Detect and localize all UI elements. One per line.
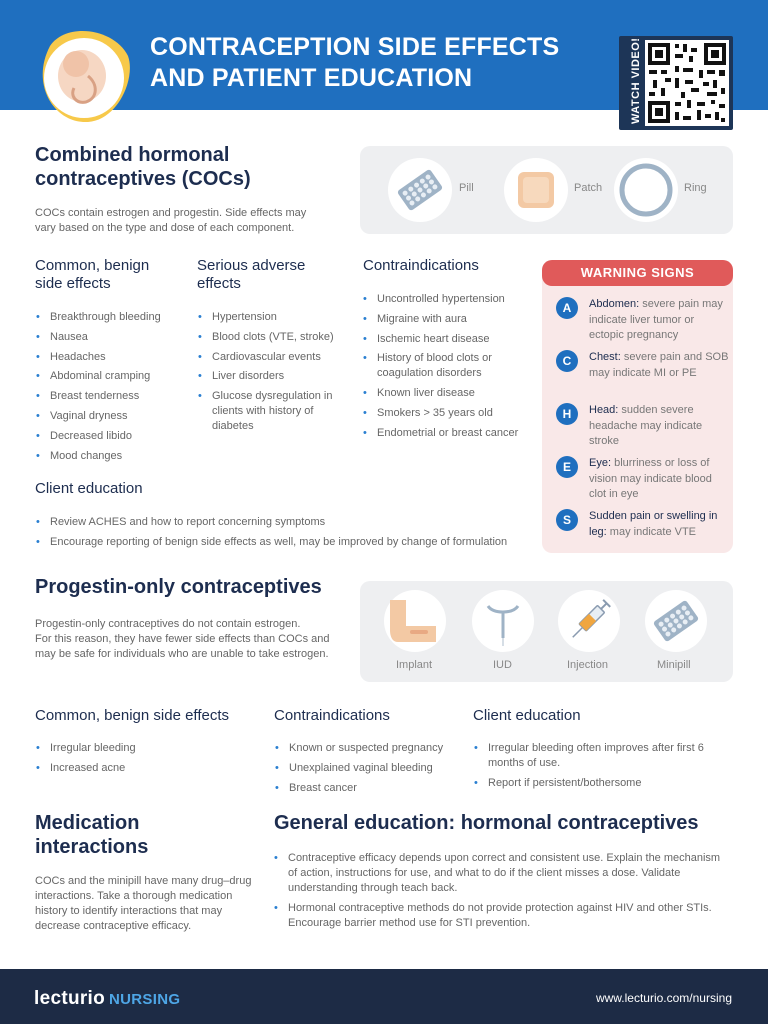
coc-serious-list — [197, 310, 347, 439]
warning-key: Chest: — [589, 351, 621, 363]
list-item: • Mood changes — [35, 449, 185, 464]
list-item: • Encourage reporting of benign side effects as well, may be improved by change of formulation — [35, 535, 535, 550]
list-item: • Breast tenderness — [35, 389, 185, 404]
pop-education-list — [473, 741, 733, 796]
coc-section-title — [35, 143, 251, 191]
iud-label: IUD — [493, 659, 512, 671]
general-education-title: General education: hormonal contraceptives — [274, 812, 699, 834]
warning-letter: A — [556, 297, 578, 319]
list-item: • Increased acne — [35, 761, 255, 776]
ring-image — [614, 158, 678, 222]
coc-intro-line2: vary based on the type and dose of each component. — [35, 222, 295, 234]
pop-contra-list — [274, 741, 464, 800]
list-item: • Irregular bleeding often improves after first 6 months of use. — [473, 741, 733, 771]
implant-label: Implant — [396, 659, 433, 671]
footer-url-link[interactable]: www.lecturio.com/nursing — [595, 991, 732, 1005]
interactions-title-line1: Medication — [35, 812, 140, 834]
list-item: • Uncontrolled hypertension — [362, 292, 532, 307]
patch-label: Patch — [574, 182, 603, 194]
injection-image — [558, 590, 620, 652]
coc-contra-list — [362, 292, 532, 446]
list-item: • Nausea — [35, 330, 185, 345]
page-title-line1: CONTRACEPTION SIDE EFFECTS — [150, 33, 560, 61]
warning-key: Abdomen: — [589, 298, 640, 310]
implant-arm-icon — [384, 590, 446, 652]
implant-image — [384, 590, 446, 652]
warning-desc: may indicate VTE — [606, 525, 697, 538]
coc-serious-title — [197, 257, 305, 293]
ring-label: Ring — [684, 182, 707, 194]
warning-desc: severe pain may indicate liver tumor or ectopic pregnancy — [589, 298, 723, 341]
pill-image — [388, 158, 452, 222]
warning-desc: sudden severe headache may indicate stroke — [589, 404, 703, 447]
warning-desc: severe pain and SOB may indicate MI or PE — [589, 351, 729, 379]
brand-sub: NURSING — [109, 991, 181, 1008]
iud-image — [472, 590, 534, 652]
lecturio-logo[interactable] — [34, 988, 180, 1010]
list-item: • Hypertension — [197, 310, 347, 325]
list-item: • Migraine with aura — [362, 312, 532, 327]
coc-title-line1: Combined hormonal — [35, 144, 230, 166]
list-item: • Review ACHES and how to report concerning symptoms — [35, 515, 535, 530]
list-item: • Endometrial or breast cancer — [362, 426, 532, 441]
list-item: • Vaginal dryness — [35, 409, 185, 424]
warning-letter: S — [556, 509, 578, 531]
page-title-line2: AND PATIENT EDUCATION — [150, 64, 473, 92]
list-item: • Known liver disease — [362, 386, 532, 401]
list-item: • Headaches — [35, 350, 185, 365]
pill-label: Pill — [459, 182, 474, 194]
interactions-text: COCs and the minipill have many drug–drug interactions. Take a thorough medication history to identify interactions that may decrease contraceptive efficacy. — [35, 875, 252, 932]
coc-benign-list — [35, 310, 185, 468]
pop-intro-line3: may be safe for individuals who are unable to take estrogen. — [35, 648, 329, 660]
warning-letter: E — [556, 456, 578, 478]
coc-benign-title-line2: side effects — [35, 275, 111, 292]
warning-text — [589, 350, 729, 381]
warning-signs-title: WARNING SIGNS — [542, 260, 733, 286]
coc-intro — [35, 206, 335, 236]
watch-video-label: WATCH VIDEO! — [630, 37, 642, 124]
coc-education-list — [35, 515, 535, 555]
list-item: • Cardiovascular events — [197, 350, 347, 365]
pill-pack-icon — [388, 158, 452, 222]
list-item: • Unexplained vaginal bleeding — [274, 761, 464, 776]
pop-intro-line2: For this reason, they have fewer side effects than COCs and — [35, 633, 330, 645]
list-item: • Decreased libido — [35, 429, 185, 444]
list-item: • Breakthrough bleeding — [35, 310, 185, 325]
interactions-title — [35, 811, 148, 859]
pop-benign-title: Common, benign side effects — [35, 707, 229, 724]
patch-icon — [504, 158, 568, 222]
warning-desc: blurriness or loss of vision may indicate blood clot in eye — [589, 457, 712, 500]
coc-serious-title-line1: Serious adverse — [197, 257, 306, 274]
pop-intro — [35, 617, 355, 662]
list-item: • Ischemic heart disease — [362, 332, 532, 347]
warning-text — [589, 403, 729, 450]
list-item: • Hormonal contraceptive methods do not provide protection against HIV and other STIs. Encourage barrier method use for STI prevention. — [273, 901, 723, 931]
list-item: • Breast cancer — [274, 781, 464, 796]
warning-key: Sudden pain or swelling in leg: — [589, 510, 718, 538]
fetus-logo-icon — [36, 26, 132, 122]
warning-letter: C — [556, 350, 578, 372]
injection-label: Injection — [567, 659, 608, 671]
page-title — [150, 32, 559, 94]
pop-section-title: Progestin-only contraceptives — [35, 576, 322, 598]
list-item: • Liver disorders — [197, 369, 347, 384]
list-item: • Abdominal cramping — [35, 369, 185, 384]
warning-text — [589, 297, 729, 344]
coc-intro-line1: COCs contain estrogen and progestin. Side effects may — [35, 207, 307, 219]
coc-title-line2: contraceptives (COCs) — [35, 168, 251, 190]
minipill-pack-icon — [645, 590, 707, 652]
general-education-list — [273, 851, 723, 936]
list-item: • Known or suspected pregnancy — [274, 741, 464, 756]
coc-benign-title — [35, 257, 149, 293]
warning-letter: H — [556, 403, 578, 425]
minipill-image — [645, 590, 707, 652]
warning-key: Head: — [589, 404, 619, 416]
watch-video-qr[interactable] — [619, 36, 733, 130]
interactions-title-line2: interactions — [35, 836, 149, 858]
pop-education-title: Client education — [473, 707, 581, 724]
syringe-icon — [558, 590, 620, 652]
list-item: • Glucose dysregulation in clients with history of diabetes — [197, 389, 347, 434]
coc-education-title: Client education — [35, 480, 143, 497]
list-item: • Irregular bleeding — [35, 741, 255, 756]
minipill-label: Minipill — [657, 659, 691, 671]
pop-contra-title: Contraindications — [274, 707, 390, 724]
list-item: • Report if persistent/bothersome — [473, 776, 733, 791]
warning-key: Eye: — [589, 457, 612, 469]
coc-serious-title-line2: effects — [197, 275, 241, 292]
coc-contra-title: Contraindications — [363, 257, 479, 274]
pop-intro-line1: Progestin-only contraceptives do not contain estrogen. — [35, 618, 301, 630]
patch-image — [504, 158, 568, 222]
list-item: • Smokers > 35 years old — [362, 406, 532, 421]
list-item: • History of blood clots or coagulation disorders — [362, 351, 532, 381]
iud-icon — [472, 590, 534, 652]
coc-benign-title-line1: Common, benign — [35, 257, 150, 274]
pop-benign-list — [35, 741, 255, 781]
brand-name: lecturio — [34, 988, 106, 1009]
ring-icon — [614, 158, 678, 222]
warning-text — [589, 456, 729, 503]
qr-code-icon — [645, 40, 729, 126]
list-item: • Contraceptive efficacy depends upon correct and consistent use. Explain the mechanism of action, instructions for use, and what to do if the client misses a dose. Validate understanding through teach back. — [273, 851, 723, 896]
list-item: • Blood clots (VTE, stroke) — [197, 330, 347, 345]
warning-text — [589, 509, 729, 540]
